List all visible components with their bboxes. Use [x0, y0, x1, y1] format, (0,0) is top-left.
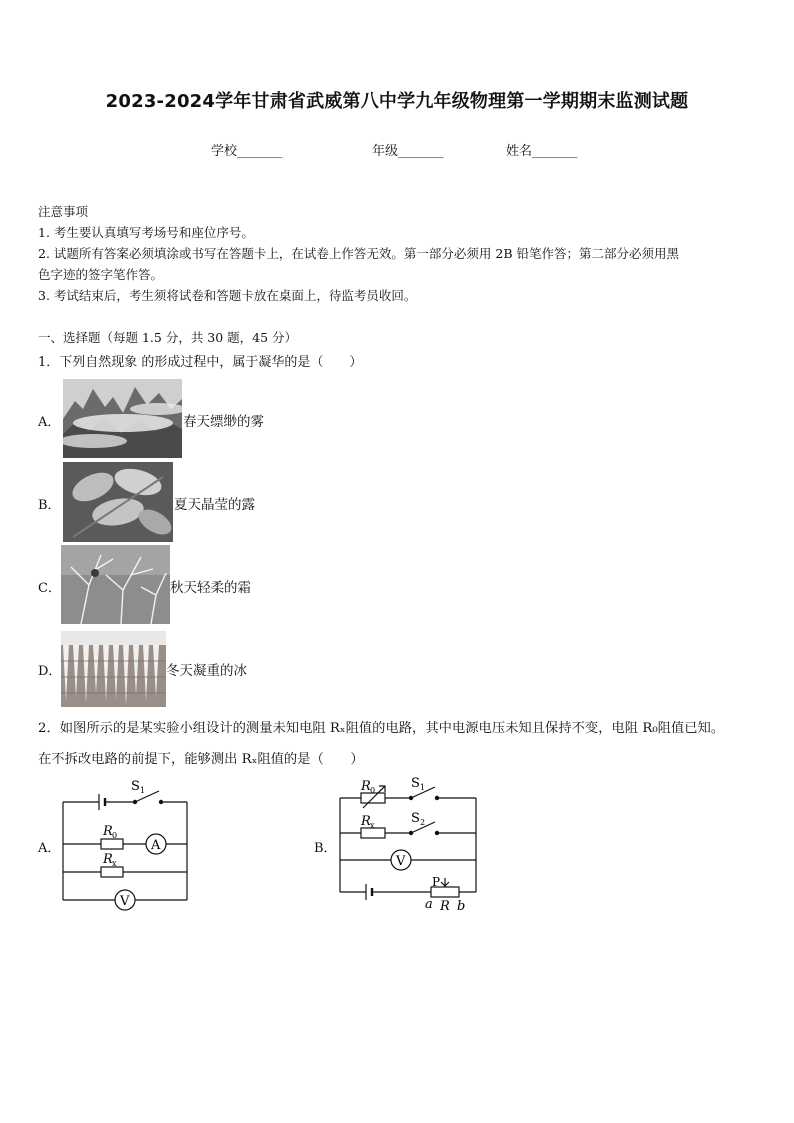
circuit-b-s2-sub: 2 — [420, 818, 426, 827]
q1-option-a-label: A． — [38, 415, 61, 430]
section-heading: 一、选择题（每题 1.5 分，共 30 题，45 分） — [38, 330, 298, 345]
circuit-b-rx-sub: x — [370, 821, 375, 830]
circuit-a-diagram — [55, 776, 200, 916]
circuit-a-s1-label: S — [131, 779, 140, 794]
school-field: 学校_______ — [211, 144, 283, 159]
q2-option-a-label: A． — [38, 841, 61, 856]
circuit-a-s1-sub: 1 — [140, 786, 146, 795]
circuit-b-s2-label: S — [411, 811, 420, 826]
circuit-b-r0-label: R — [361, 779, 371, 794]
note-2: 2. 试题所有答案必须填涂或书写在答题卡上，在试卷上作答无效。第一部分必须用 2B 铅笔作答；第二部分必须用黑 — [38, 246, 679, 261]
circuit-a-rx-label: R — [103, 852, 113, 867]
q1-option-b-caption: 夏天晶莹的露 — [174, 497, 255, 513]
dew-leaves-image — [63, 462, 173, 542]
q1-option-a-caption: 春天缥缈的雾 — [183, 414, 264, 430]
q2-option-b-label: B． — [314, 841, 337, 856]
q2-stem-line2: 在不拆改电路的前提下，能够测出 Rₓ阻值的是（ ） — [38, 752, 364, 767]
note-2-cont: 色字迹的签字笔作答。 — [38, 267, 164, 282]
circuit-a-ammeter-symbol: A — [151, 838, 161, 853]
q1-stem: 1．下列自然现象 的形成过程中，属于凝华的是（ ） — [38, 355, 363, 370]
icicles-image — [61, 631, 166, 707]
circuit-b-r0-sub: 0 — [370, 786, 376, 795]
circuit-b-s1-sub: 1 — [420, 783, 426, 792]
fog-mountain-image — [63, 379, 182, 458]
q1-option-d-caption: 冬天凝重的冰 — [166, 663, 247, 679]
q2-stem-line1: 2．如图所示的是某实验小组设计的测量未知电阻 Rₓ阻值的电路，其中电源电压未知且保持不变，电阻 R₀阻值已知。 — [38, 721, 725, 736]
q1-option-c-caption: 秋天轻柔的霜 — [170, 580, 251, 596]
circuit-b-s1-label: S — [411, 776, 420, 791]
circuit-b-r-label: R — [440, 899, 450, 914]
note-3: 3. 考试结束后，考生须将试卷和答题卡放在桌面上，待监考员收回。 — [38, 288, 417, 303]
circuit-b-diagram — [333, 774, 483, 914]
circuit-a-r0-sub: 0 — [112, 831, 118, 840]
q1-option-d-label: D． — [38, 664, 62, 679]
circuit-b-a-label: a — [425, 897, 433, 912]
circuit-a-rx-sub: x — [112, 859, 117, 868]
circuit-a-voltmeter-symbol: V — [120, 894, 130, 909]
circuit-b-slider-label: P — [432, 875, 441, 889]
circuit-b-b-label: b — [457, 899, 466, 914]
q1-option-c-label: C． — [38, 581, 61, 596]
page-title: 2023-2024学年甘肃省武威第八中学九年级物理第一学期期末监测试题 — [105, 91, 689, 112]
circuit-a-r0-label: R — [103, 824, 113, 839]
circuit-b-voltmeter-symbol: V — [396, 854, 406, 869]
q1-option-b-label: B． — [38, 498, 61, 513]
circuit-b-rx-label: R — [361, 814, 371, 829]
note-1: 1. 考生要认真填写考场号和座位序号。 — [38, 225, 254, 240]
frost-branches-image — [61, 545, 170, 624]
grade-field: 年级_______ — [372, 144, 444, 159]
notes-heading: 注意事项 — [38, 204, 89, 219]
name-field: 姓名_______ — [506, 144, 578, 159]
